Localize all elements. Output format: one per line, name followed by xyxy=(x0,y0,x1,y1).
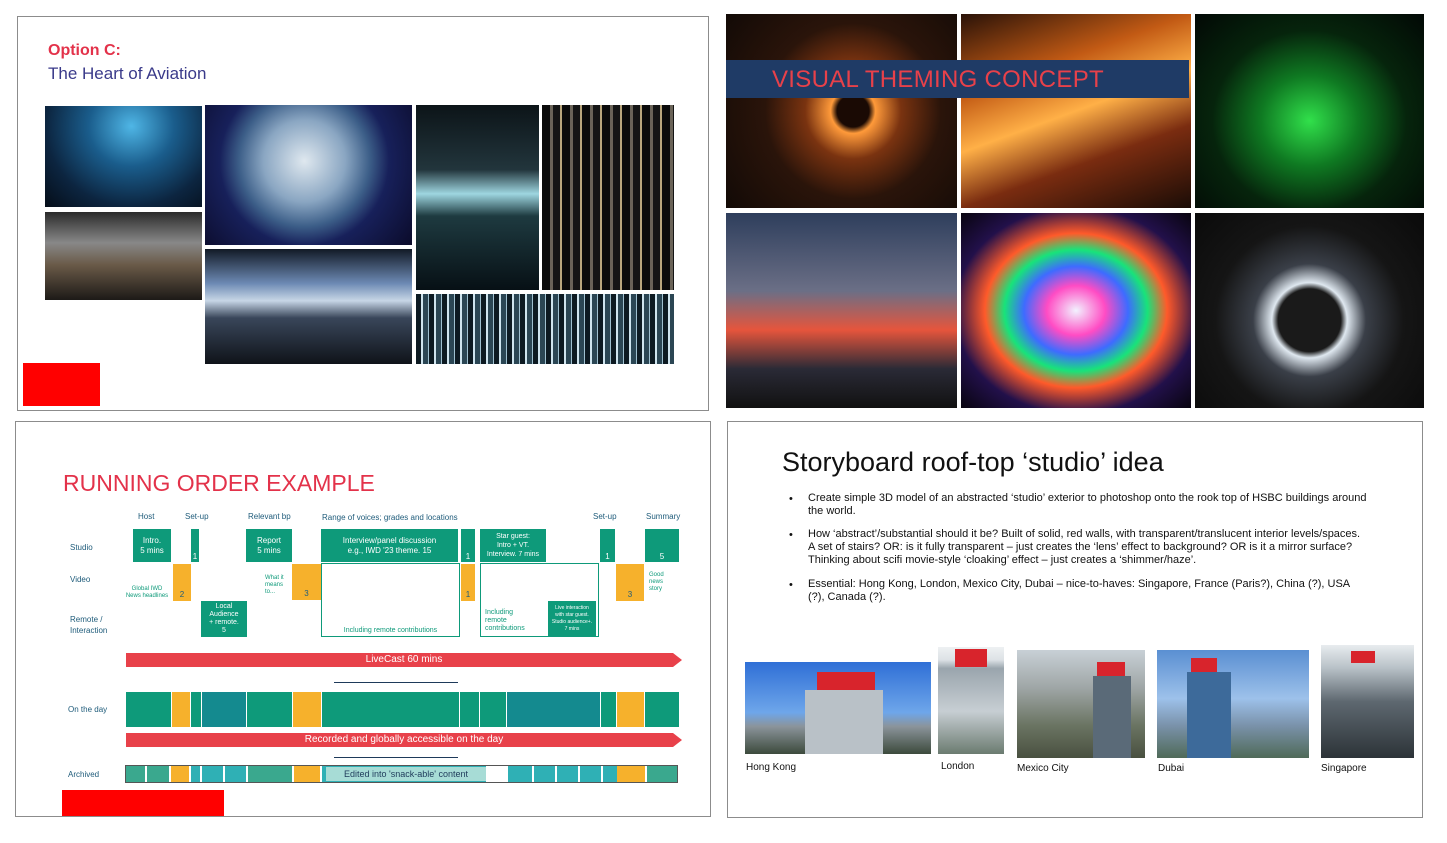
remote-including-text: Including remote contributions xyxy=(485,609,525,632)
slide-visual-theming xyxy=(726,14,1424,410)
video-global-iwd: Global IWD News headlines xyxy=(125,586,169,599)
video-block-2: 2 xyxy=(173,564,191,601)
video-what-it-means: What it means to... xyxy=(265,575,284,595)
studio-transition: 1 xyxy=(461,529,475,562)
photo-earth-globe xyxy=(205,105,412,245)
studio-intro-duration: 5 mins xyxy=(140,545,164,555)
video-block-1: 1 xyxy=(461,564,475,601)
studio-intro-label: Intro. xyxy=(142,535,162,545)
recorded-arrow xyxy=(126,733,682,747)
row-label-archived: Archived xyxy=(68,770,100,779)
city-label-london: London xyxy=(941,761,975,772)
header-setup: Set-up xyxy=(185,512,209,521)
studio-setup-2: 1 xyxy=(600,529,615,562)
header-host: Host xyxy=(138,512,155,521)
photo-mexico-city xyxy=(1017,650,1145,758)
slide-title: RUNNING ORDER EXAMPLE xyxy=(63,470,375,496)
photo-bridge-light-trails xyxy=(726,213,957,408)
divider-line-2 xyxy=(334,757,458,758)
archived-bar xyxy=(125,765,678,783)
city-label-mexico-city: Mexico City xyxy=(1017,763,1069,774)
photo-panorama-hall xyxy=(45,212,202,300)
photo-green-lasers xyxy=(1195,14,1424,208)
bullet-text-2: How ‘abstract’/substantial should it be? Built of solid, red walls, with transparent/translucent interior levels/spaces. A set of stairs? OR: is it fully transparent – just creates the ‘lens’ effect to background? OR is it a mirror surface? Thinking about scifi movie-style ‘cloaking’ effect – just creates a ‘shimmer/haze’. xyxy=(808,528,1361,566)
remote-local-audience: Local Audience + remote. 5 xyxy=(201,601,247,637)
row-label-video: Video xyxy=(70,575,91,584)
studio-star-guest: Star guest: Intro + VT. Interview. 7 mins xyxy=(480,529,546,562)
photo-sky-pool xyxy=(205,249,412,364)
divider-line xyxy=(334,682,458,683)
livecast-arrow xyxy=(126,653,682,667)
on-the-day-bar xyxy=(126,692,679,727)
livecast-label: LiveCast 60 mins xyxy=(365,654,443,665)
photo-light-tube-arch xyxy=(1195,213,1424,408)
row-label-interaction: Interaction xyxy=(70,626,108,635)
studio-interview: Interview/panel discussion e.g., IWD '23 theme. 15 xyxy=(321,529,458,562)
studio-intro xyxy=(133,529,171,562)
studio-summary: 5 xyxy=(645,529,679,562)
recorded-label: Recorded and globally accessible on the day xyxy=(304,734,504,745)
header-setup-2: Set-up xyxy=(593,512,617,521)
bullet-marker: • xyxy=(789,493,793,505)
video-block-3a: 3 xyxy=(292,564,321,600)
slide-storyboard-rooftop xyxy=(727,421,1423,818)
city-label-dubai: Dubai xyxy=(1158,763,1185,774)
photo-london xyxy=(938,647,1004,754)
red-placeholder-box xyxy=(62,790,224,816)
photo-light-waterfall xyxy=(416,294,674,364)
remote-contributions-outline: Including remote contributions xyxy=(321,563,460,637)
remote-live-interaction: Live interaction with star guest. Studio audience+. 7 mins xyxy=(548,601,596,637)
photo-dubai xyxy=(1157,650,1309,758)
city-label-singapore: Singapore xyxy=(1321,763,1367,774)
photo-neon-rings xyxy=(961,213,1191,408)
edited-label: Edited into 'snack-able' content xyxy=(326,767,486,781)
bullet-marker: • xyxy=(789,529,793,541)
photo-steel-wool-tunnel xyxy=(726,14,957,208)
header-summary: Summary xyxy=(646,512,681,521)
slide-title: VISUAL THEMING CONCEPT xyxy=(772,66,1104,93)
bullet-marker: • xyxy=(789,579,793,591)
studio-setup-1: 1 xyxy=(191,529,199,562)
photo-hong-kong xyxy=(745,662,931,754)
city-label-hong-kong: Hong Kong xyxy=(746,762,797,773)
studio-report: Report 5 mins xyxy=(246,529,292,562)
bullet-text-3: Essential: Hong Kong, London, Mexico City, Dubai – nice-to-haves: Singapore, France (Paris?), China (?), USA (?), Canada (?). xyxy=(808,578,1350,603)
video-block-3b: 3 xyxy=(616,564,644,601)
row-label-on-the-day: On the day xyxy=(68,705,108,714)
header-range: Range of voices; grades and locations xyxy=(322,513,458,522)
photo-warehouse-projection xyxy=(416,105,539,290)
row-label-remote: Remote / xyxy=(70,615,103,624)
row-label-studio: Studio xyxy=(70,543,93,552)
slide-heart-of-aviation xyxy=(17,16,709,411)
photo-light-trail-street xyxy=(961,14,1191,208)
slide-title: Storyboard roof-top ‘studio’ idea xyxy=(782,447,1164,477)
photo-dome-hall xyxy=(45,106,202,207)
bullet-text-1: Create simple 3D model of an abstracted ‘studio’ exterior to photoshop onto the rook top of HSBC buildings around the world. xyxy=(808,492,1367,517)
photo-mirror-room xyxy=(542,105,674,290)
slide-running-order xyxy=(15,421,711,817)
header-relevant: Relevant bp xyxy=(248,512,291,521)
slide-title: The Heart of Aviation xyxy=(48,64,207,83)
red-placeholder-box xyxy=(23,363,100,406)
photo-singapore xyxy=(1321,645,1414,758)
video-good-news: Good news story xyxy=(649,572,664,592)
option-label: Option C: xyxy=(48,42,121,59)
